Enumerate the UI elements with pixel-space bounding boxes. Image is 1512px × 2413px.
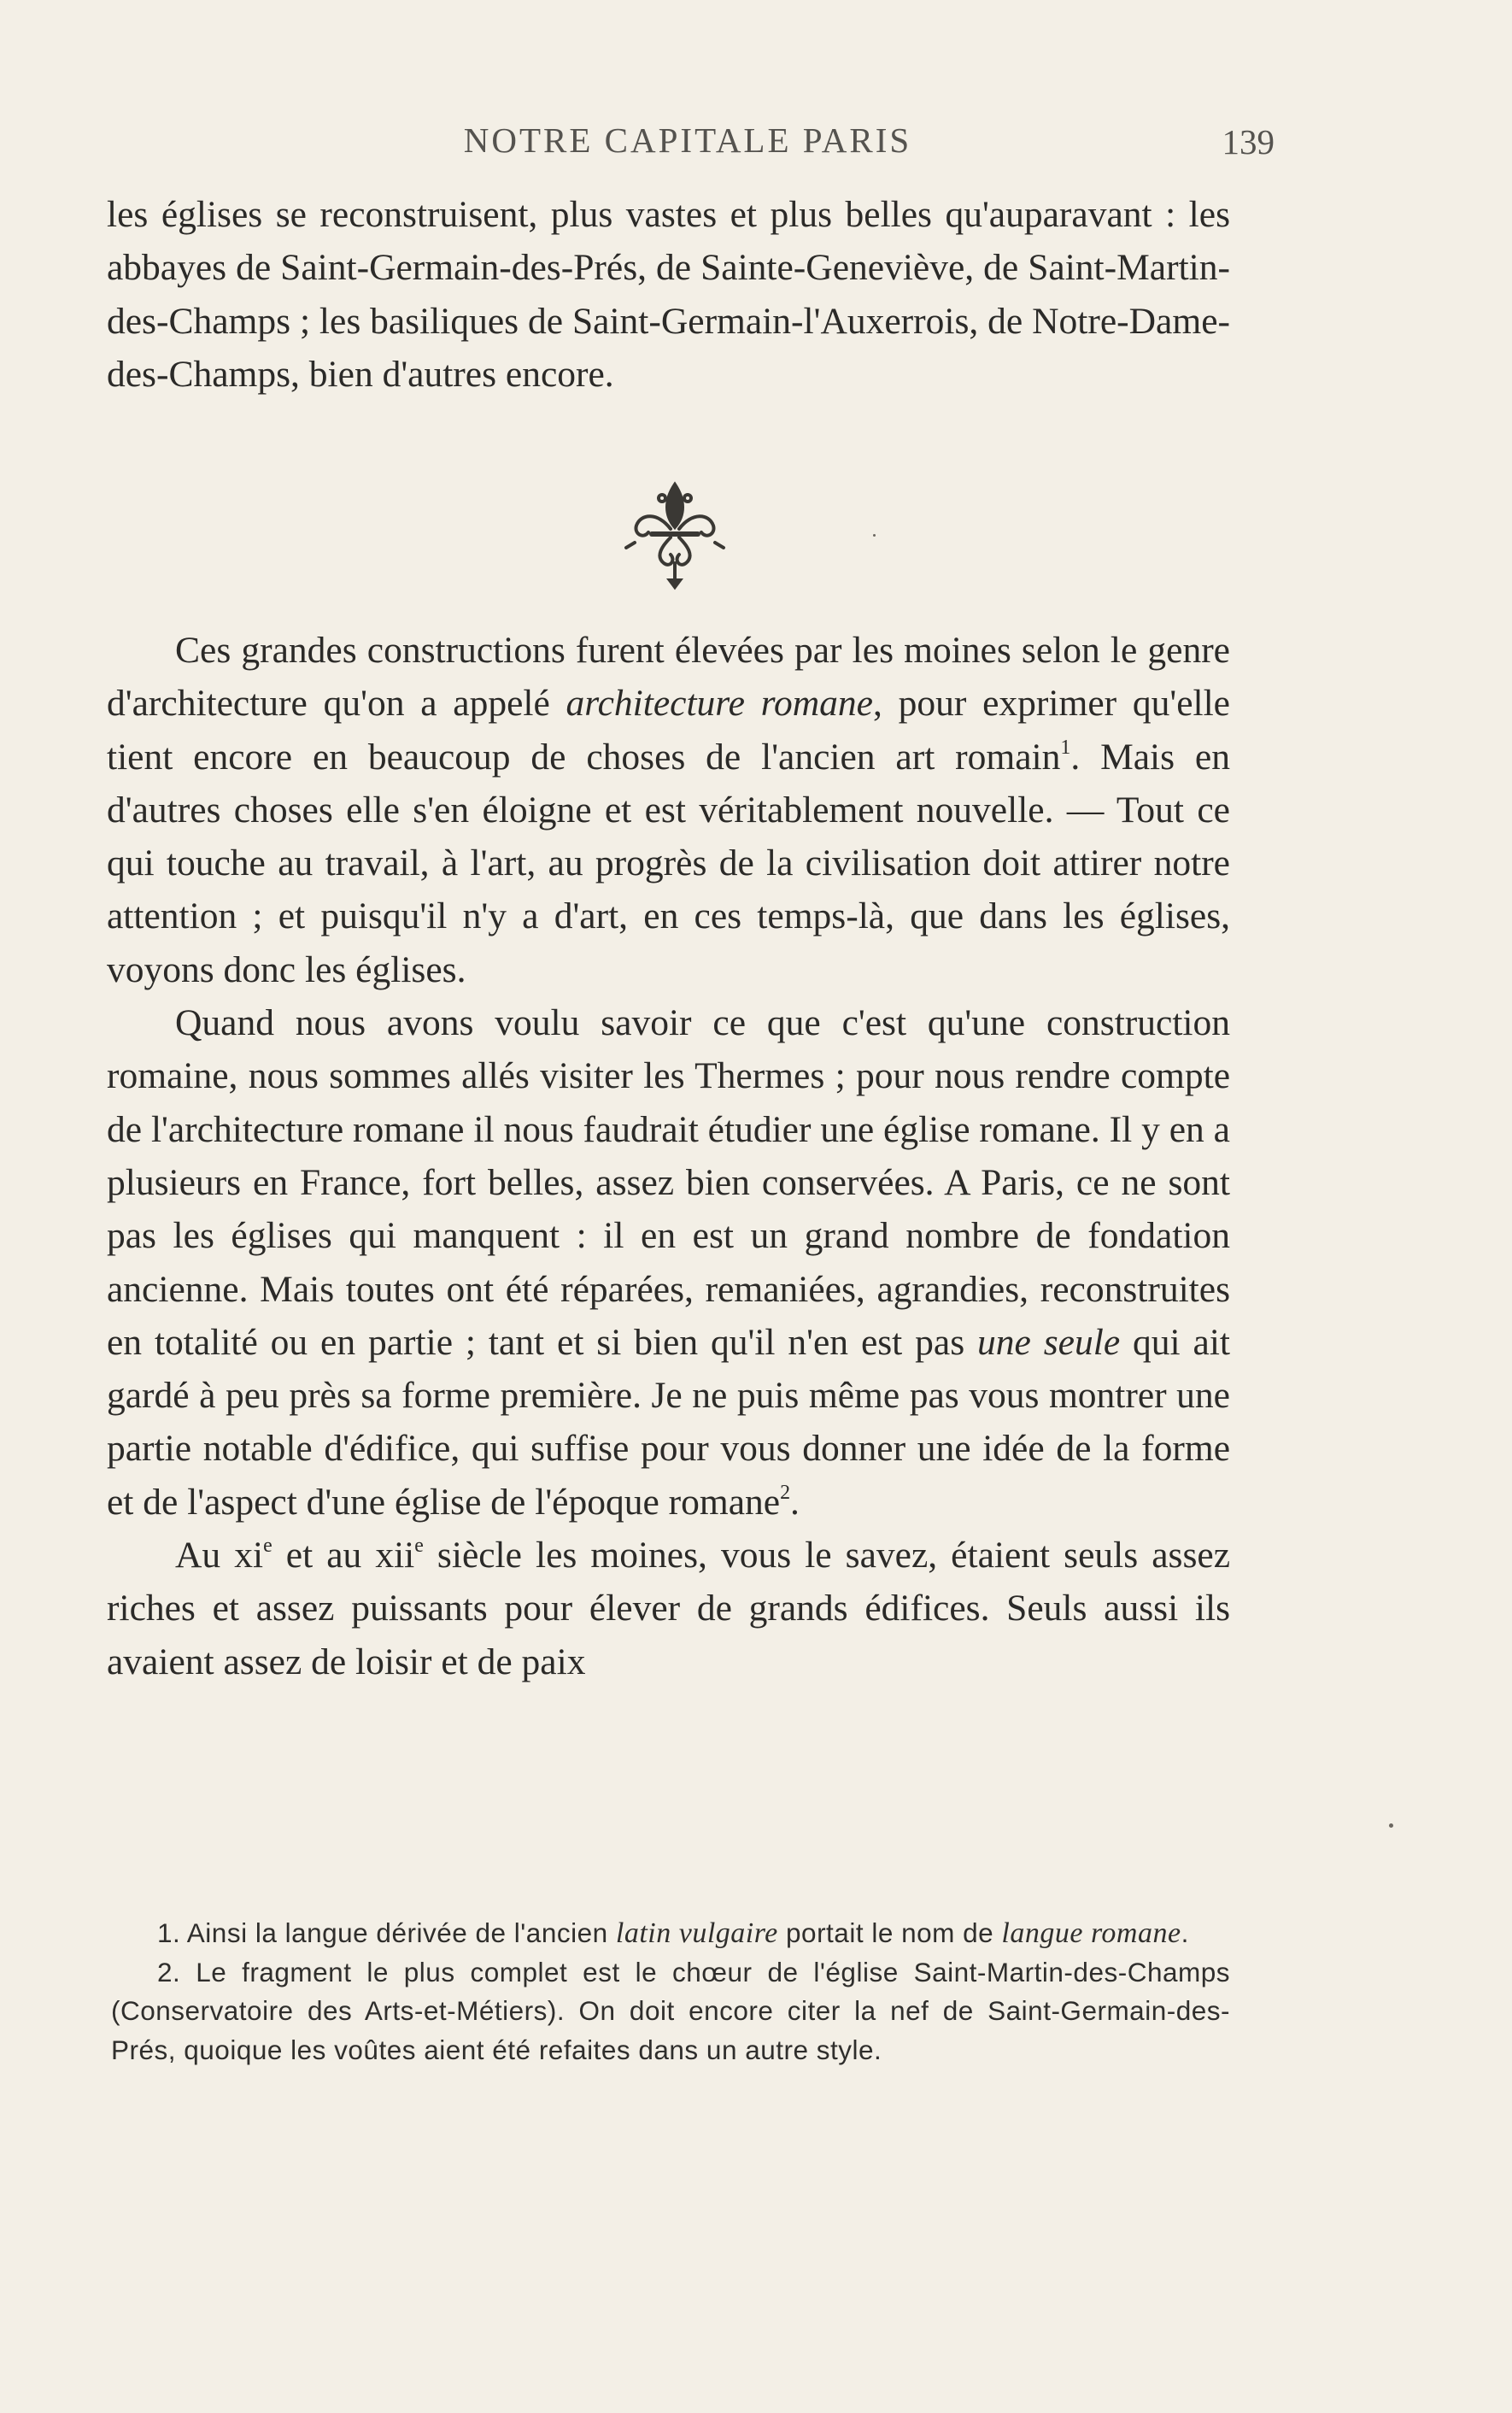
paragraph-1: les églises se reconstruisent, plus vastes et plus belles qu'auparavant : les abbayes de Saint-Germain-des-Prés, de Sainte-Geneviève, de Saint-Martin-des-Champs ; les basiliques de Saint-Germain-l'Auxerrois, de Notre-Dame-des-Champs, bien d'autres encore. <box>107 194 1230 395</box>
paragraph-4-text-c: siècle les moines, vous le savez, étaient seuls assez riches et assez puissants pour élever de grands édifices. Seuls aussi ils avaient assez de loisir et de paix <box>107 1535 1231 1682</box>
footnote-ref-2[interactable]: 2 <box>780 1481 791 1504</box>
footnote-1-text-c: . <box>1181 1917 1189 1948</box>
print-speck <box>1389 1823 1393 1828</box>
paragraph-4-text-a: Au <box>175 1535 235 1576</box>
paragraph-3 <box>107 996 1230 1529</box>
century-xi-sup: e <box>263 1535 273 1558</box>
paragraph-4 <box>107 1529 1230 1688</box>
footnote-1-text-b: portait le nom de <box>777 1917 1002 1948</box>
paragraph-3-text-b: qui ait gardé à peu près sa forme première. Je ne puis même pas vous montrer une partie notable d'édifice, qui suffise pour vous donner une idée de la forme et de l'aspect d'une église de l'époque romane <box>107 1321 1230 1523</box>
footnote-1-number: 1. <box>157 1917 181 1948</box>
paragraph-2 <box>107 624 1230 996</box>
footnotes <box>111 1914 1230 2070</box>
footnote-1-italic-b: langue romane <box>1001 1917 1181 1949</box>
body-text-top <box>107 188 1230 401</box>
fleur-de-lis-ornament-icon <box>611 474 739 594</box>
footnote-ref-1[interactable]: 1 <box>1060 736 1071 759</box>
paragraph-2-text-c: . Mais en d'autres choses elle s'en éloigne et est véritablement nouvelle. — Tout ce qui touche au travail, à l'art, au progrès de la civilisation doit attirer notre attention ; et puisqu'il n'y a d'art, en ces temps-là, que dans les églises, voyons donc les églises. <box>107 736 1230 990</box>
century-xii-sup: e <box>414 1535 424 1558</box>
footnote-2 <box>111 1953 1230 2070</box>
paragraph-2-text-b: , pour exprimer qu'elle tient encore en beaucoup de choses de l'ancien art romain <box>107 683 1230 778</box>
footnote-1-text-a: Ainsi la langue dérivée de l'ancien <box>180 1917 616 1948</box>
paragraph-3-text-c: . <box>790 1481 800 1523</box>
footnote-1-italic-a: latin vulgaire <box>615 1917 778 1949</box>
print-speck <box>873 534 876 537</box>
paragraph-3-text-a: Quand nous avons voulu savoir ce que c'est qu'une construction romaine, nous sommes allés visiter les Thermes ; pour nous rendre compte de l'architecture romane il nous faudrait étudier une église romane. Il y en a plusieurs en France, fort belles, assez bien conservées. A Paris, ce ne sont pas les églises qui manquent : il en est un grand nombre de fondation ancienne. Mais toutes ont été réparées, remaniées, agrandies, reconstruites en totalité ou en partie ; tant et si bien qu'il n'en est pas <box>107 1002 1230 1363</box>
running-title: NOTRE CAPITALE PARIS <box>463 120 912 160</box>
page-number: 139 <box>1222 122 1275 161</box>
paragraph-4-text-b: et au <box>272 1535 376 1576</box>
body-text-main <box>107 624 1230 1688</box>
running-head <box>111 120 1275 164</box>
footnote-1 <box>111 1914 1230 1953</box>
paragraph-2-text-a: Ces grandes constructions furent élevées par les moines selon le genre d'architecture qu'on a appelé <box>107 630 1230 725</box>
footnote-2-number: 2. <box>157 1956 181 1987</box>
paragraph-2-italic: architecture romane <box>566 683 873 725</box>
footnote-2-text: Le fragment le plus complet est le chœur de l'église Saint-Martin-des-Champs (Conservatoire des Arts-et-Métiers). On doit encore citer la nef de Saint-Germain-des-Prés, quoique les voûtes aient été refaites dans un autre style. <box>111 1956 1230 2065</box>
century-xii: xii <box>375 1535 415 1576</box>
paragraph-3-italic: une seule <box>977 1321 1121 1363</box>
century-xi: xi <box>234 1535 264 1576</box>
